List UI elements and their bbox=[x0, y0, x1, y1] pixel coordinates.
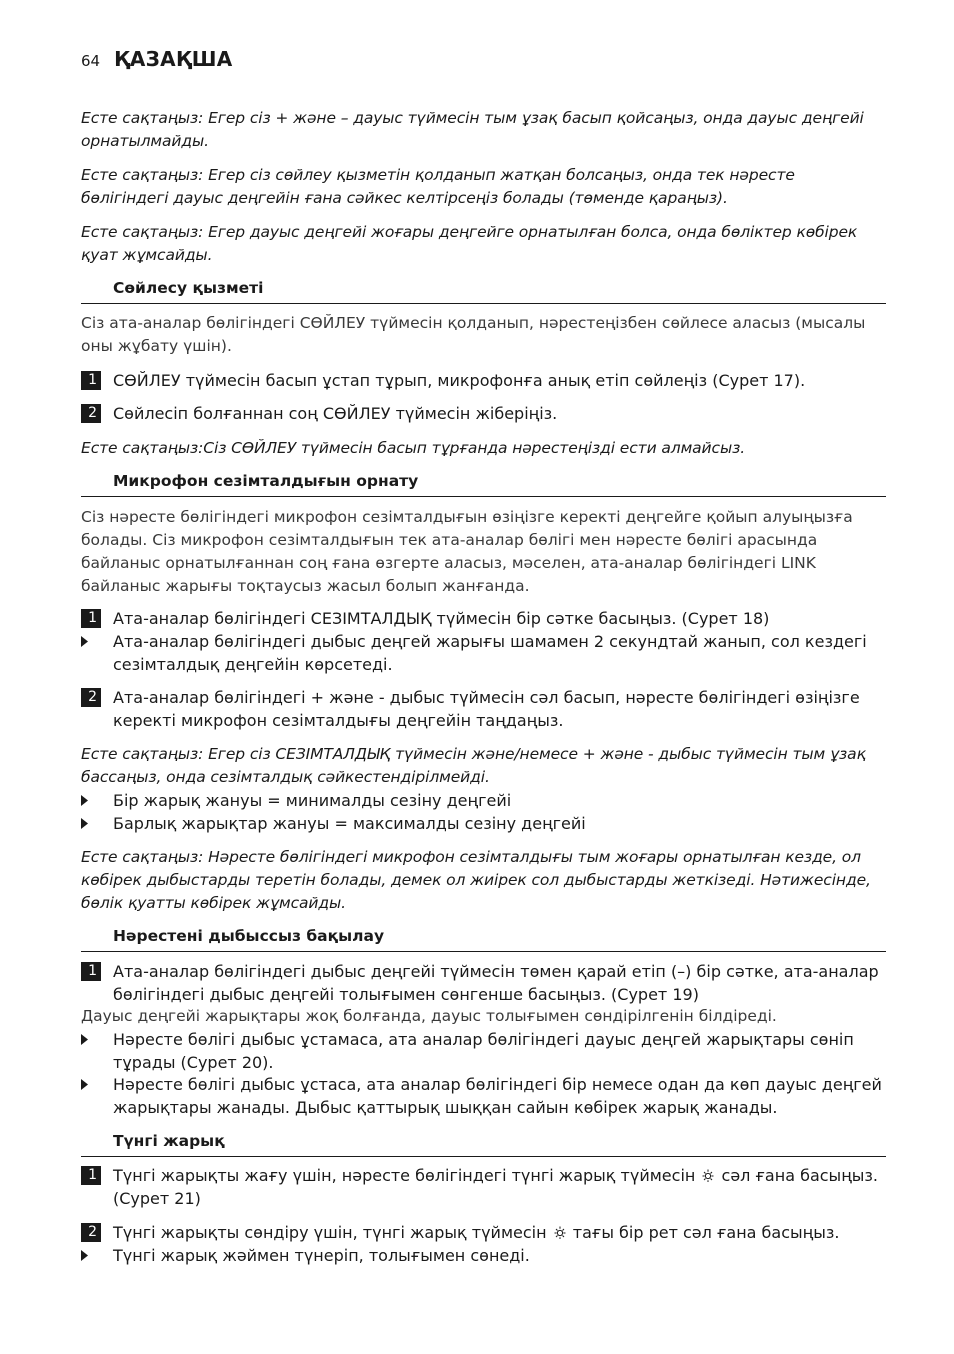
section-heading-talk: Сөйлесу қызметі bbox=[81, 277, 886, 304]
step-text: Сөйлесіп болғаннан соң СӨЙЛЕУ түймесін жіберіңіз. bbox=[113, 404, 558, 423]
night-bullet-fade bbox=[81, 1244, 886, 1267]
silent-para: Дауыс деңгейі жарықтары жоқ болғанда, дауыс толығымен сөндірілгенін білдіреді. bbox=[81, 1007, 777, 1025]
night-step-1 bbox=[81, 1164, 886, 1210]
mic-note-long-press: Есте сақтаңыз: Егер сіз СЕЗІМТАЛДЫҚ түймесін және/немесе + және - дыбыс түймесін тым ұзақ бассаңыз, онда сезімталдық сәйкестендірілмейді. bbox=[81, 745, 866, 786]
page-number: 64 bbox=[81, 52, 101, 70]
silent-bullet-no-sound bbox=[81, 1028, 886, 1074]
mic-bullet-max bbox=[81, 812, 886, 835]
note-high-volume-power: Есте сақтаңыз: Егер дауыс деңгейі жоғары деңгейге орнатылған болса, онда бөліктер көбірек қуат жұмсайды. bbox=[81, 223, 858, 264]
triangle-bullet-icon bbox=[81, 1250, 88, 1261]
step-text: Ата-аналар бөлігіндегі дыбыс деңгейі түймесін төмен қарай етіп (–) бір сәтке, ата-аналар бөлігіндегі дыбыс деңгейі толығымен сөнгенше басыңыз. (Сурет 19) bbox=[113, 962, 879, 1004]
bullet-text: Барлық жарықтар жануы = максималды сезіну деңгейі bbox=[113, 814, 586, 833]
note-talk-volume: Есте сақтаңыз: Егер сіз сөйлеу қызметін қолданып жатқан болсаңыз, онда тек нәресте бөлігіндегі дауыс деңгейін ғана сәйкес келтірсеңіз болады (төменде қараңыз). bbox=[81, 166, 795, 207]
triangle-bullet-icon bbox=[81, 1034, 88, 1045]
page-header bbox=[81, 47, 233, 77]
bullet-text: Нәресте бөлігі дыбыс ұстаса, ата аналар бөлігіндегі бір немесе одан да көп дауыс деңгей жарықтары жанады. Дыбыс қаттырық шыққан сайын көбірек жарық жанады. bbox=[113, 1075, 882, 1117]
talk-step-2 bbox=[81, 402, 886, 425]
talk-step-1 bbox=[81, 369, 886, 392]
step-number: 1 bbox=[81, 962, 101, 981]
step-text: Ата-аналар бөлігіндегі СЕЗІМТАЛДЫҚ түймесін бір сәтке басыңыз. (Сурет 18) bbox=[113, 609, 770, 628]
mic-step-1 bbox=[81, 607, 886, 630]
night-step-2 bbox=[81, 1221, 886, 1244]
mic-note-high-sensitivity: Есте сақтаңыз: Нәресте бөлігіндегі микрофон сезімталдығы тым жоғары орнатылған кезде, ол көбірек дыбыстарды теретін болады, демек ол жиірек сол дыбыстарды жеткізеді. Нәтижесінде, бөлік қуатты көбірек жұмсайды. bbox=[81, 848, 871, 912]
step-number: 1 bbox=[81, 371, 101, 390]
talk-note: Есте сақтаңыз:Сіз СӨЙЛЕУ түймесін басып тұрғанда нәрестеңізді ести алмайсыз. bbox=[81, 439, 746, 457]
mic-bullet-min bbox=[81, 789, 886, 812]
night-light-icon bbox=[554, 1225, 566, 1239]
step-number: 2 bbox=[81, 1223, 101, 1242]
step-text: СӨЙЛЕУ түймесін басып ұстап тұрып, микрофонға анық етіп сөйлеңіз (Сурет 17). bbox=[113, 371, 806, 390]
silent-bullet-sound bbox=[81, 1073, 886, 1119]
silent-step-1 bbox=[81, 960, 886, 1006]
bullet-text: Нәресте бөлігі дыбыс ұстамаса, ата аналар бөлігіндегі дауыс деңгей жарықтары сөніп тұрады (Сурет 20). bbox=[113, 1030, 854, 1072]
triangle-bullet-icon bbox=[81, 636, 88, 647]
mic-step-1-result bbox=[81, 630, 886, 676]
step-number: 1 bbox=[81, 1166, 101, 1185]
step-number: 1 bbox=[81, 609, 101, 628]
bullet-text: Ата-аналар бөлігіндегі дыбыс деңгей жарығы шамамен 2 секундтай жанып, сол кездегі сезімталдық деңгейін көрсетеді. bbox=[113, 632, 867, 674]
bullet-text: Бір жарық жануы = минималды сезіну деңгейі bbox=[113, 791, 512, 810]
step-number: 2 bbox=[81, 688, 101, 707]
note-volume-long-press: Есте сақтаңыз: Егер сіз + және – дауыс түймесін тым ұзақ басып қойсаңыз, онда дауыс деңгейі орнатылмайды. bbox=[81, 109, 864, 150]
mic-intro: Сіз нәресте бөлігіндегі микрофон сезімталдығын өзіңізге керекті деңгейге қойып алуыңызға болады. Сіз микрофон сезімталдығын тек ата-аналар бөлігі мен нәресте бөлігі арасында байланыс орнатылғаннан соң ғана өзгерте аласыз, мәселен, ата-аналар бөлігіндегі LINK байланыс жарығы тоқтаусыз жасыл болып жанғанда. bbox=[81, 508, 853, 595]
triangle-bullet-icon bbox=[81, 795, 88, 806]
night-light-icon bbox=[702, 1168, 714, 1182]
step-number: 2 bbox=[81, 404, 101, 423]
talk-intro: Сіз ата-аналар бөлігіндегі СӨЙЛЕУ түймесін қолданып, нәрестеңізбен сөйлесе аласыз (мысалы оны жұбату үшін). bbox=[81, 314, 866, 355]
step-text: Түнгі жарықты сөндіру үшін, түнгі жарық түймесін тағы бір рет сәл ғана басыңыз. bbox=[113, 1223, 840, 1242]
triangle-bullet-icon bbox=[81, 818, 88, 829]
triangle-bullet-icon bbox=[81, 1079, 88, 1090]
step-text: Түнгі жарықты жағу үшін, нәресте бөлігіндегі түнгі жарық түймесін сәл ғана басыңыз. (Сурет 21) bbox=[113, 1166, 878, 1208]
section-heading-night-light: Түнгі жарық bbox=[81, 1130, 886, 1157]
language-title: ҚАЗАҚША bbox=[114, 47, 233, 71]
bullet-text: Түнгі жарық жәймен түнеріп, толығымен сөнеді. bbox=[113, 1246, 530, 1265]
mic-step-2 bbox=[81, 686, 886, 732]
section-heading-mic-sensitivity: Микрофон сезімталдығын орнату bbox=[81, 470, 886, 497]
step-text: Ата-аналар бөлігіндегі + және - дыбыс түймесін сәл басып, нәресте бөлігіндегі өзіңізге керекті микрофон сезімталдығы деңгейін таңдаңыз. bbox=[113, 688, 860, 730]
section-heading-silent-monitoring: Нәрестені дыбыссыз бақылау bbox=[81, 925, 886, 952]
